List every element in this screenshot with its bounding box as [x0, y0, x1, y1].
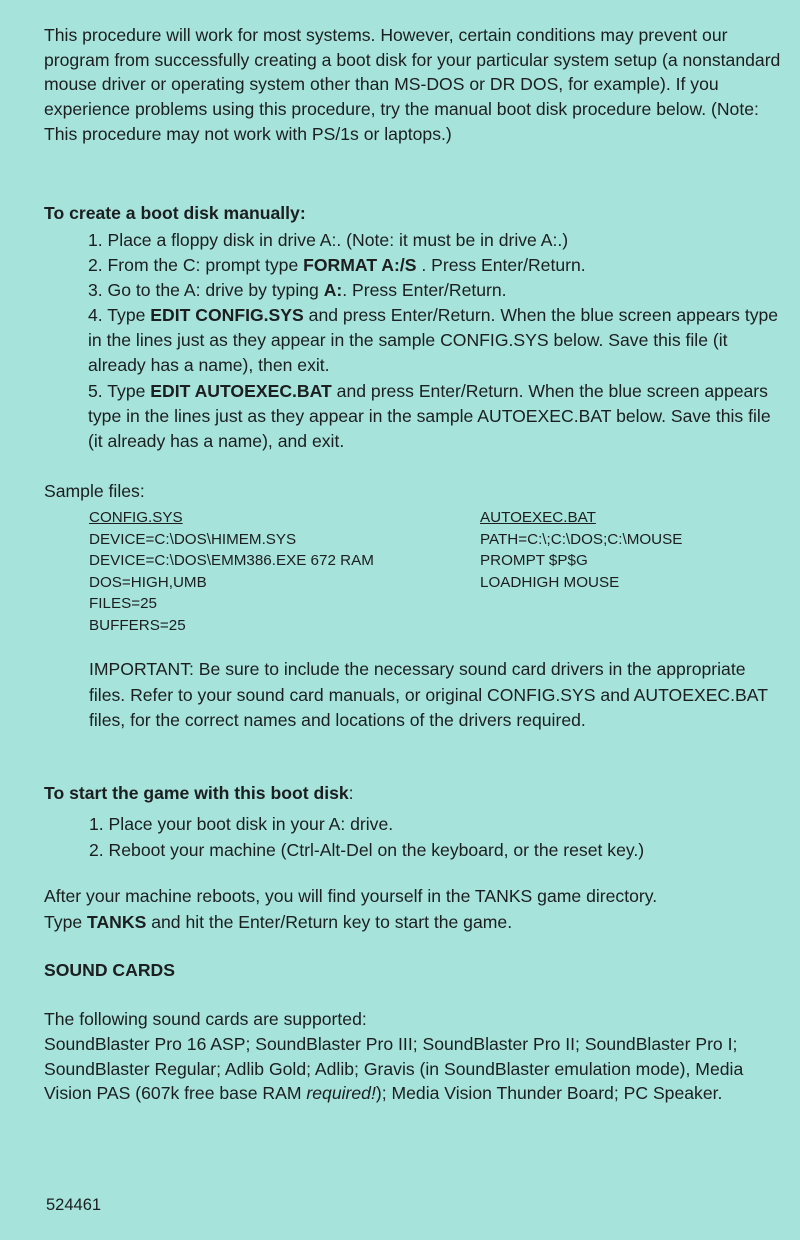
config-sys-sample — [89, 507, 449, 637]
config-line: DOS=HIGH,UMB — [89, 573, 207, 591]
autoexec-line: PROMPT $P$G — [480, 552, 588, 570]
important-note: IMPORTANT: Be sure to include the necessary sound card drivers in the appropriate files. Refer to your sound card manuals, or original CONFIG.SYS and AUTOEXEC.BAT files, for the correct names and locations of the drivers required. — [89, 659, 768, 730]
drive-command: A: — [323, 280, 343, 301]
sample-files-label: Sample files: — [44, 481, 145, 501]
manual-boot-heading: To create a boot disk manually: — [44, 203, 306, 223]
tanks-command: TANKS — [87, 912, 147, 932]
document-number: 524461 — [46, 1196, 102, 1214]
config-sys-title: CONFIG.SYS — [89, 509, 183, 526]
manual-step-4: 4. Type EDIT CONFIG.SYS and press Enter/Return. When the blue screen appears type in the lines just as they appear in the sample CONFIG.SYS below. Save this file (it already has a name), then exit. — [88, 305, 779, 376]
config-line: DEVICE=C:\DOS\HIMEM.SYS — [89, 530, 297, 548]
manual-step-5: 5. Type EDIT AUTOEXEC.BAT and press Enter/Return. When the blue screen appears type in the lines just as they appear in the sample AUTOEXEC.BAT below. Save this file (it already has a name), and exit. — [88, 380, 771, 451]
config-line: DEVICE=C:\DOS\EMM386.EXE 672 RAM — [89, 552, 374, 570]
intro-paragraph: This procedure will work for most systems. However, certain conditions may prevent our program from successfully creating a boot disk for your particular system setup (a nonstandard mouse driver or operating system other than MS-DOS or DR DOS, for example). If you experience problems using this procedure, try the manual boot disk procedure below. (Note: This procedure may not work with PS/1s or laptops.) — [44, 25, 781, 144]
manual-step-1: 1. Place a floppy disk in drive A:. (Note: it must be in drive A:.) — [88, 230, 569, 250]
after-reboot-paragraph: After your machine reboots, you will find yourself in the TANKS game directory. Type TANKS and hit the Enter/Return key to start the game. — [44, 886, 658, 932]
required-note: required! — [306, 1083, 376, 1104]
manual-steps-list — [88, 228, 788, 454]
sound-cards-heading: SOUND CARDS — [44, 960, 175, 980]
sound-cards-paragraph: The following sound cards are supported: SoundBlaster Pro 16 ASP; SoundBlaster Pro III; SoundBlaster Pro II; SoundBlaster Pro I; SoundBlaster Regular; Adlib Gold; Adlib; Gravis (in SoundBlaster emulation mode), Media Vision PAS (607k free base RAM required!); Media Vision Thunder Board; PC Speaker. — [44, 1009, 744, 1104]
autoexec-line: LOADHIGH MOUSE — [480, 573, 620, 591]
autoexec-line: PATH=C:\;C:\DOS;C:\MOUSE — [480, 530, 683, 548]
config-line: BUFFERS=25 — [89, 616, 186, 634]
config-line: FILES=25 — [89, 595, 157, 613]
manual-step-3: 3. Go to the A: drive by typing A:. Press Enter/Return. — [88, 280, 507, 301]
start-game-heading: To start the game with this boot disk: — [44, 783, 354, 803]
autoexec-bat-sample — [480, 507, 780, 593]
start-steps-list — [89, 811, 789, 863]
start-step-2: 2. Reboot your machine (Ctrl-Alt-Del on the keyboard, or the reset key.) — [89, 840, 645, 860]
edit-autoexec-command: EDIT AUTOEXEC.BAT — [150, 380, 332, 401]
format-command: FORMAT A:/S — [303, 255, 417, 276]
manual-step-2: 2. From the C: prompt type FORMAT A:/S . Press Enter/Return. — [88, 255, 586, 276]
edit-config-command: EDIT CONFIG.SYS — [150, 305, 304, 326]
autoexec-bat-title: AUTOEXEC.BAT — [480, 509, 596, 526]
start-step-1: 1. Place your boot disk in your A: drive. — [89, 814, 394, 834]
